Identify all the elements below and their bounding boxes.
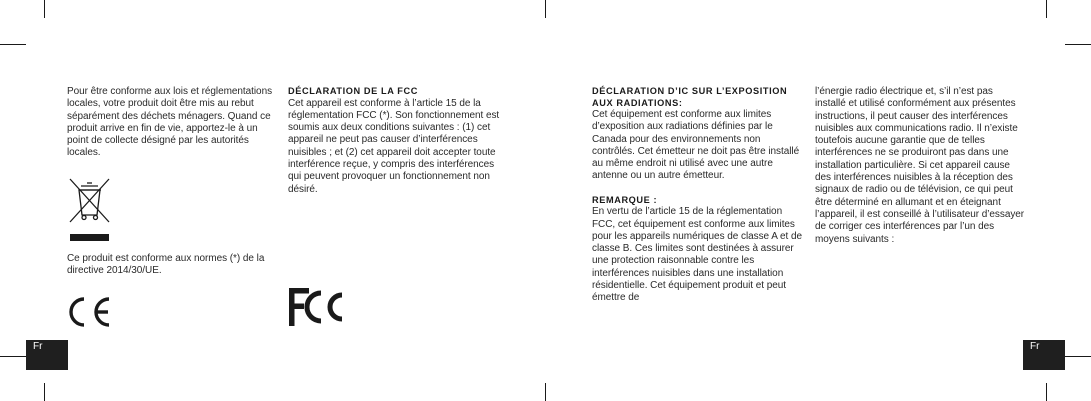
fcc-logo xyxy=(288,285,348,334)
ce-mark-logo xyxy=(66,295,114,334)
ic-heading: DÉCLARATION D’IC SUR L’EXPOSITION AUX RADIATIONS: xyxy=(592,86,788,108)
crop-mark xyxy=(1046,383,1047,401)
ic-declaration-column xyxy=(592,86,804,305)
crop-mark xyxy=(545,0,546,18)
remark-continued-column xyxy=(815,86,1025,246)
ic-text: Cet équipement est conforme aux limites d’exposition aux radiations définies par le Canada pour des environnements non contrôlés. Cet émetteur ne doit pas être installé au même endroit ni utilisé avec une autre antenne ou un autre émetteur. xyxy=(592,109,800,182)
crop-mark xyxy=(0,356,26,357)
page-tab-right xyxy=(1023,340,1065,370)
disposal-column xyxy=(67,86,279,160)
crossed-out-wheelie-bin-icon xyxy=(67,176,111,247)
crop-mark xyxy=(44,383,45,401)
page-tab-left xyxy=(26,340,68,370)
remark-continued-text: l’énergie radio électrique et, s’il n’est pas installé et utilisé conformément aux présentes instructions, il peut causer des interférences nuisibles aux communications radio. Il n’existe toutefois aucune garantie que de telles interférences ne se produiront pas dans une installation particulière. Si cet appareil cause des interférences nuisibles à la réception des signaux de radio ou de télévision, ce qui peut être déterminé en allumant et en éteignant l’appareil, il est conseillé à l’utilisateur d’essayer de corriger ces interférences par l’un des moyens suivants : xyxy=(815,86,1025,245)
crop-mark xyxy=(1046,0,1047,18)
fcc-declaration-column xyxy=(288,86,500,196)
crop-mark xyxy=(0,44,26,45)
remark-heading: REMARQUE : xyxy=(592,194,658,205)
page-label: Fr xyxy=(33,341,43,352)
crop-mark xyxy=(1065,356,1091,357)
ce-compliance-text: Ce produit est conforme aux normes (*) de la directive 2014/30/UE. xyxy=(67,253,265,277)
disposal-text: Pour être conforme aux lois et réglementations locales, votre produit doit être mis au rebut séparément des déchets ménagers. Quand ce produit arrive en fin de vie, apportez-le à un point de collecte désigné par les autorités locales. xyxy=(67,86,273,159)
fcc-heading: DÉCLARATION DE LA FCC xyxy=(288,86,418,96)
crop-mark xyxy=(1065,44,1091,45)
crop-mark xyxy=(545,383,546,401)
crop-mark xyxy=(44,0,45,18)
page-label: Fr xyxy=(1030,341,1040,352)
ce-compliance-column xyxy=(67,253,279,278)
remark-text: En vertu de l’article 15 de la réglementation FCC, cet équipement est conforme aux limites pour les appareils numériques de classe A et de classe B. Ces limites sont destinées à assurer une protection raisonnable contre les interférences nuisibles dans une installation résidentielle. Cet équipement produit et peut émettre de xyxy=(592,206,803,304)
fcc-text: Cet appareil est conforme à l’article 15 de la réglementation FCC (*). Son fonctionnement est soumis aux deux conditions suivantes : (1) cet appareil ne peut pas causer d’interférences nuisibles ; et (2) cet appareil doit accepter toute interférence reçue, y compris des interférences qui peuvent provoquer un fonctionnement non désiré. xyxy=(288,97,500,195)
